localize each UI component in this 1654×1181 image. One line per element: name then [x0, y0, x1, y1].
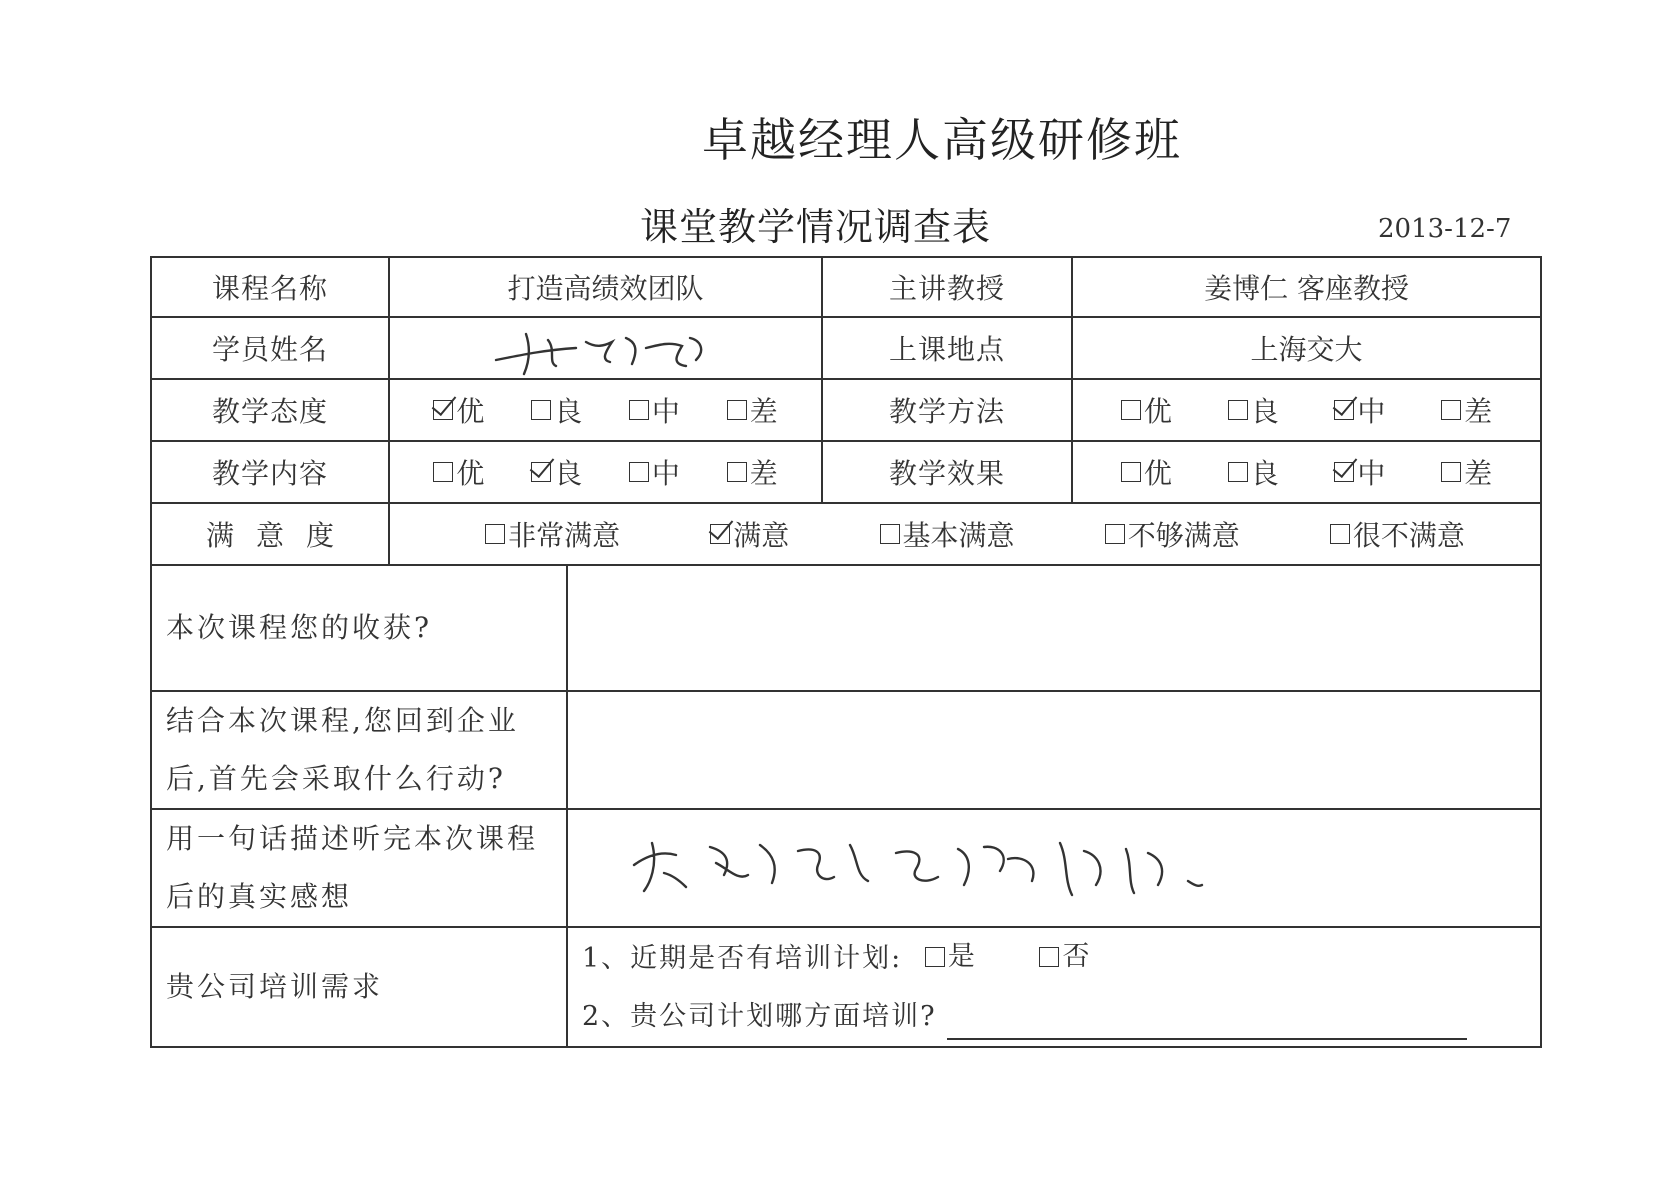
option-label: 差: [749, 395, 778, 428]
checked-checkbox-icon[interactable]: [531, 462, 551, 482]
action-label-line2: 后,首先会采取什么行动?: [166, 762, 506, 795]
row-feeling: [151, 809, 1541, 927]
feeling-label: [151, 809, 567, 927]
option-0[interactable]: [1121, 452, 1172, 492]
option-label: 优: [456, 457, 485, 490]
option-label: 中: [651, 457, 680, 490]
feeling-label-line1: 用一句话描述听完本次课程: [166, 822, 539, 855]
checkbox-icon[interactable]: [727, 462, 747, 482]
training-no-option[interactable]: [1039, 934, 1091, 980]
option-0[interactable]: [433, 452, 484, 492]
option-label: 非常满意: [508, 519, 621, 552]
option-1[interactable]: [531, 452, 582, 492]
teaching-effect-group: [1073, 452, 1540, 492]
option-2[interactable]: [880, 514, 1015, 554]
gains-label: 本次课程您的收获?: [151, 565, 567, 691]
action-label-line1: 结合本次课程,您回到企业: [166, 704, 519, 737]
option-label: 良: [1250, 457, 1279, 490]
student-signature-icon: [486, 320, 726, 376]
location-label: 上课地点: [822, 317, 1072, 379]
training-answers: [567, 927, 1541, 1047]
option-0[interactable]: [485, 514, 620, 554]
option-3[interactable]: [727, 390, 778, 430]
page-title: 卓越经理人高级研修班: [702, 113, 1182, 167]
checkbox-icon[interactable]: [629, 400, 649, 420]
row-attitude-method: [151, 379, 1541, 441]
option-label: 差: [1464, 457, 1493, 490]
option-0[interactable]: [433, 390, 484, 430]
satisfaction-group: [390, 514, 1540, 554]
row-action: [151, 691, 1541, 809]
option-label: 优: [456, 395, 485, 428]
checkbox-icon[interactable]: [1330, 524, 1350, 544]
training-no-label: 否: [1062, 941, 1092, 972]
row-gains: [151, 565, 1541, 691]
option-2[interactable]: [1334, 452, 1385, 492]
option-3[interactable]: [1441, 390, 1492, 430]
satisfaction-label: 满意度: [151, 503, 389, 565]
checkbox-icon[interactable]: [1105, 524, 1125, 544]
checkbox-icon[interactable]: [485, 524, 505, 544]
student-name-label: 学员姓名: [151, 317, 389, 379]
training-q2: [568, 988, 1540, 1046]
checked-checkbox-icon[interactable]: [433, 400, 453, 420]
checkbox-icon[interactable]: [1121, 400, 1141, 420]
checkbox-icon[interactable]: [1121, 462, 1141, 482]
action-label: [151, 691, 567, 809]
checked-checkbox-icon[interactable]: [1334, 400, 1354, 420]
teaching-effect-label: 教学效果: [822, 441, 1072, 503]
row-content-effect: [151, 441, 1541, 503]
feeling-label-line2: 后的真实感想: [166, 880, 353, 913]
location-value[interactable]: 上海交大: [1072, 317, 1541, 379]
training-yes-option[interactable]: [925, 934, 977, 980]
gains-answer[interactable]: [567, 565, 1541, 691]
option-3[interactable]: [1441, 452, 1492, 492]
teaching-attitude-group: [390, 390, 821, 430]
option-label: 优: [1143, 457, 1172, 490]
option-4[interactable]: [1330, 514, 1465, 554]
row-training: [151, 927, 1541, 1047]
form-subtitle: 课堂教学情况调查表: [640, 205, 992, 249]
option-label: 中: [651, 395, 680, 428]
option-2[interactable]: [629, 452, 680, 492]
option-label: 基本满意: [902, 519, 1015, 552]
course-name-label: 课程名称: [151, 257, 389, 317]
teaching-attitude-options: [389, 379, 822, 441]
training-yes-label: 是: [947, 941, 977, 972]
row-student: [151, 317, 1541, 379]
teaching-effect-options: [1072, 441, 1541, 503]
checkbox-icon[interactable]: [1228, 400, 1248, 420]
checkbox-icon[interactable]: [880, 524, 900, 544]
option-label: 优: [1143, 395, 1172, 428]
student-name-value[interactable]: [389, 317, 822, 379]
option-label: 良: [554, 457, 583, 490]
checkbox-icon[interactable]: [629, 462, 649, 482]
training-q2-text: 2、贵公司计划哪方面培训?: [582, 1001, 937, 1032]
course-name-value[interactable]: 打造高绩效团队: [389, 257, 822, 317]
action-answer[interactable]: [567, 691, 1541, 809]
checkbox-icon[interactable]: [1441, 400, 1461, 420]
teaching-attitude-label: 教学态度: [151, 379, 389, 441]
option-2[interactable]: [1334, 390, 1385, 430]
survey-table: [150, 256, 1542, 1048]
teaching-method-label: 教学方法: [822, 379, 1072, 441]
checkbox-icon[interactable]: [1228, 462, 1248, 482]
option-1[interactable]: [1228, 390, 1279, 430]
teaching-content-group: [390, 452, 821, 492]
option-label: 满意: [733, 519, 790, 552]
option-label: 良: [554, 395, 583, 428]
form-date: 2013-12-7: [1378, 214, 1512, 244]
checked-checkbox-icon[interactable]: [710, 524, 730, 544]
training-label: 贵公司培训需求: [151, 927, 567, 1047]
option-label: 很不满意: [1352, 519, 1465, 552]
option-0[interactable]: [1121, 390, 1172, 430]
handwritten-feeling-icon: [628, 825, 1268, 905]
option-label: 良: [1250, 395, 1279, 428]
training-q1: [568, 928, 1540, 988]
option-1[interactable]: [531, 390, 582, 430]
option-label: 中: [1357, 395, 1386, 428]
checkbox-icon[interactable]: [433, 462, 453, 482]
option-1[interactable]: [1228, 452, 1279, 492]
option-1[interactable]: [710, 514, 789, 554]
checked-checkbox-icon[interactable]: [1334, 462, 1354, 482]
training-q2-blank[interactable]: [947, 1008, 1467, 1040]
teaching-method-options: [1072, 379, 1541, 441]
lecturer-label: 主讲教授: [822, 257, 1072, 317]
option-label: 中: [1357, 457, 1386, 490]
satisfaction-options: [389, 503, 1541, 565]
teaching-content-label: 教学内容: [151, 441, 389, 503]
option-3[interactable]: [727, 452, 778, 492]
option-2[interactable]: [629, 390, 680, 430]
option-label: 不够满意: [1127, 519, 1240, 552]
row-course: [151, 257, 1541, 317]
checkbox-icon[interactable]: [925, 947, 945, 967]
checkbox-icon[interactable]: [727, 400, 747, 420]
option-3[interactable]: [1105, 514, 1240, 554]
row-satisfaction: [151, 503, 1541, 565]
training-q1-text: 1、近期是否有培训计划:: [582, 943, 903, 974]
option-label: 差: [749, 457, 778, 490]
checkbox-icon[interactable]: [1441, 462, 1461, 482]
checkbox-icon[interactable]: [1039, 947, 1059, 967]
teaching-method-group: [1073, 390, 1540, 430]
checkbox-icon[interactable]: [531, 400, 551, 420]
lecturer-value[interactable]: 姜博仁 客座教授: [1072, 257, 1541, 317]
option-label: 差: [1464, 395, 1493, 428]
teaching-content-options: [389, 441, 822, 503]
feeling-answer[interactable]: [567, 809, 1541, 927]
